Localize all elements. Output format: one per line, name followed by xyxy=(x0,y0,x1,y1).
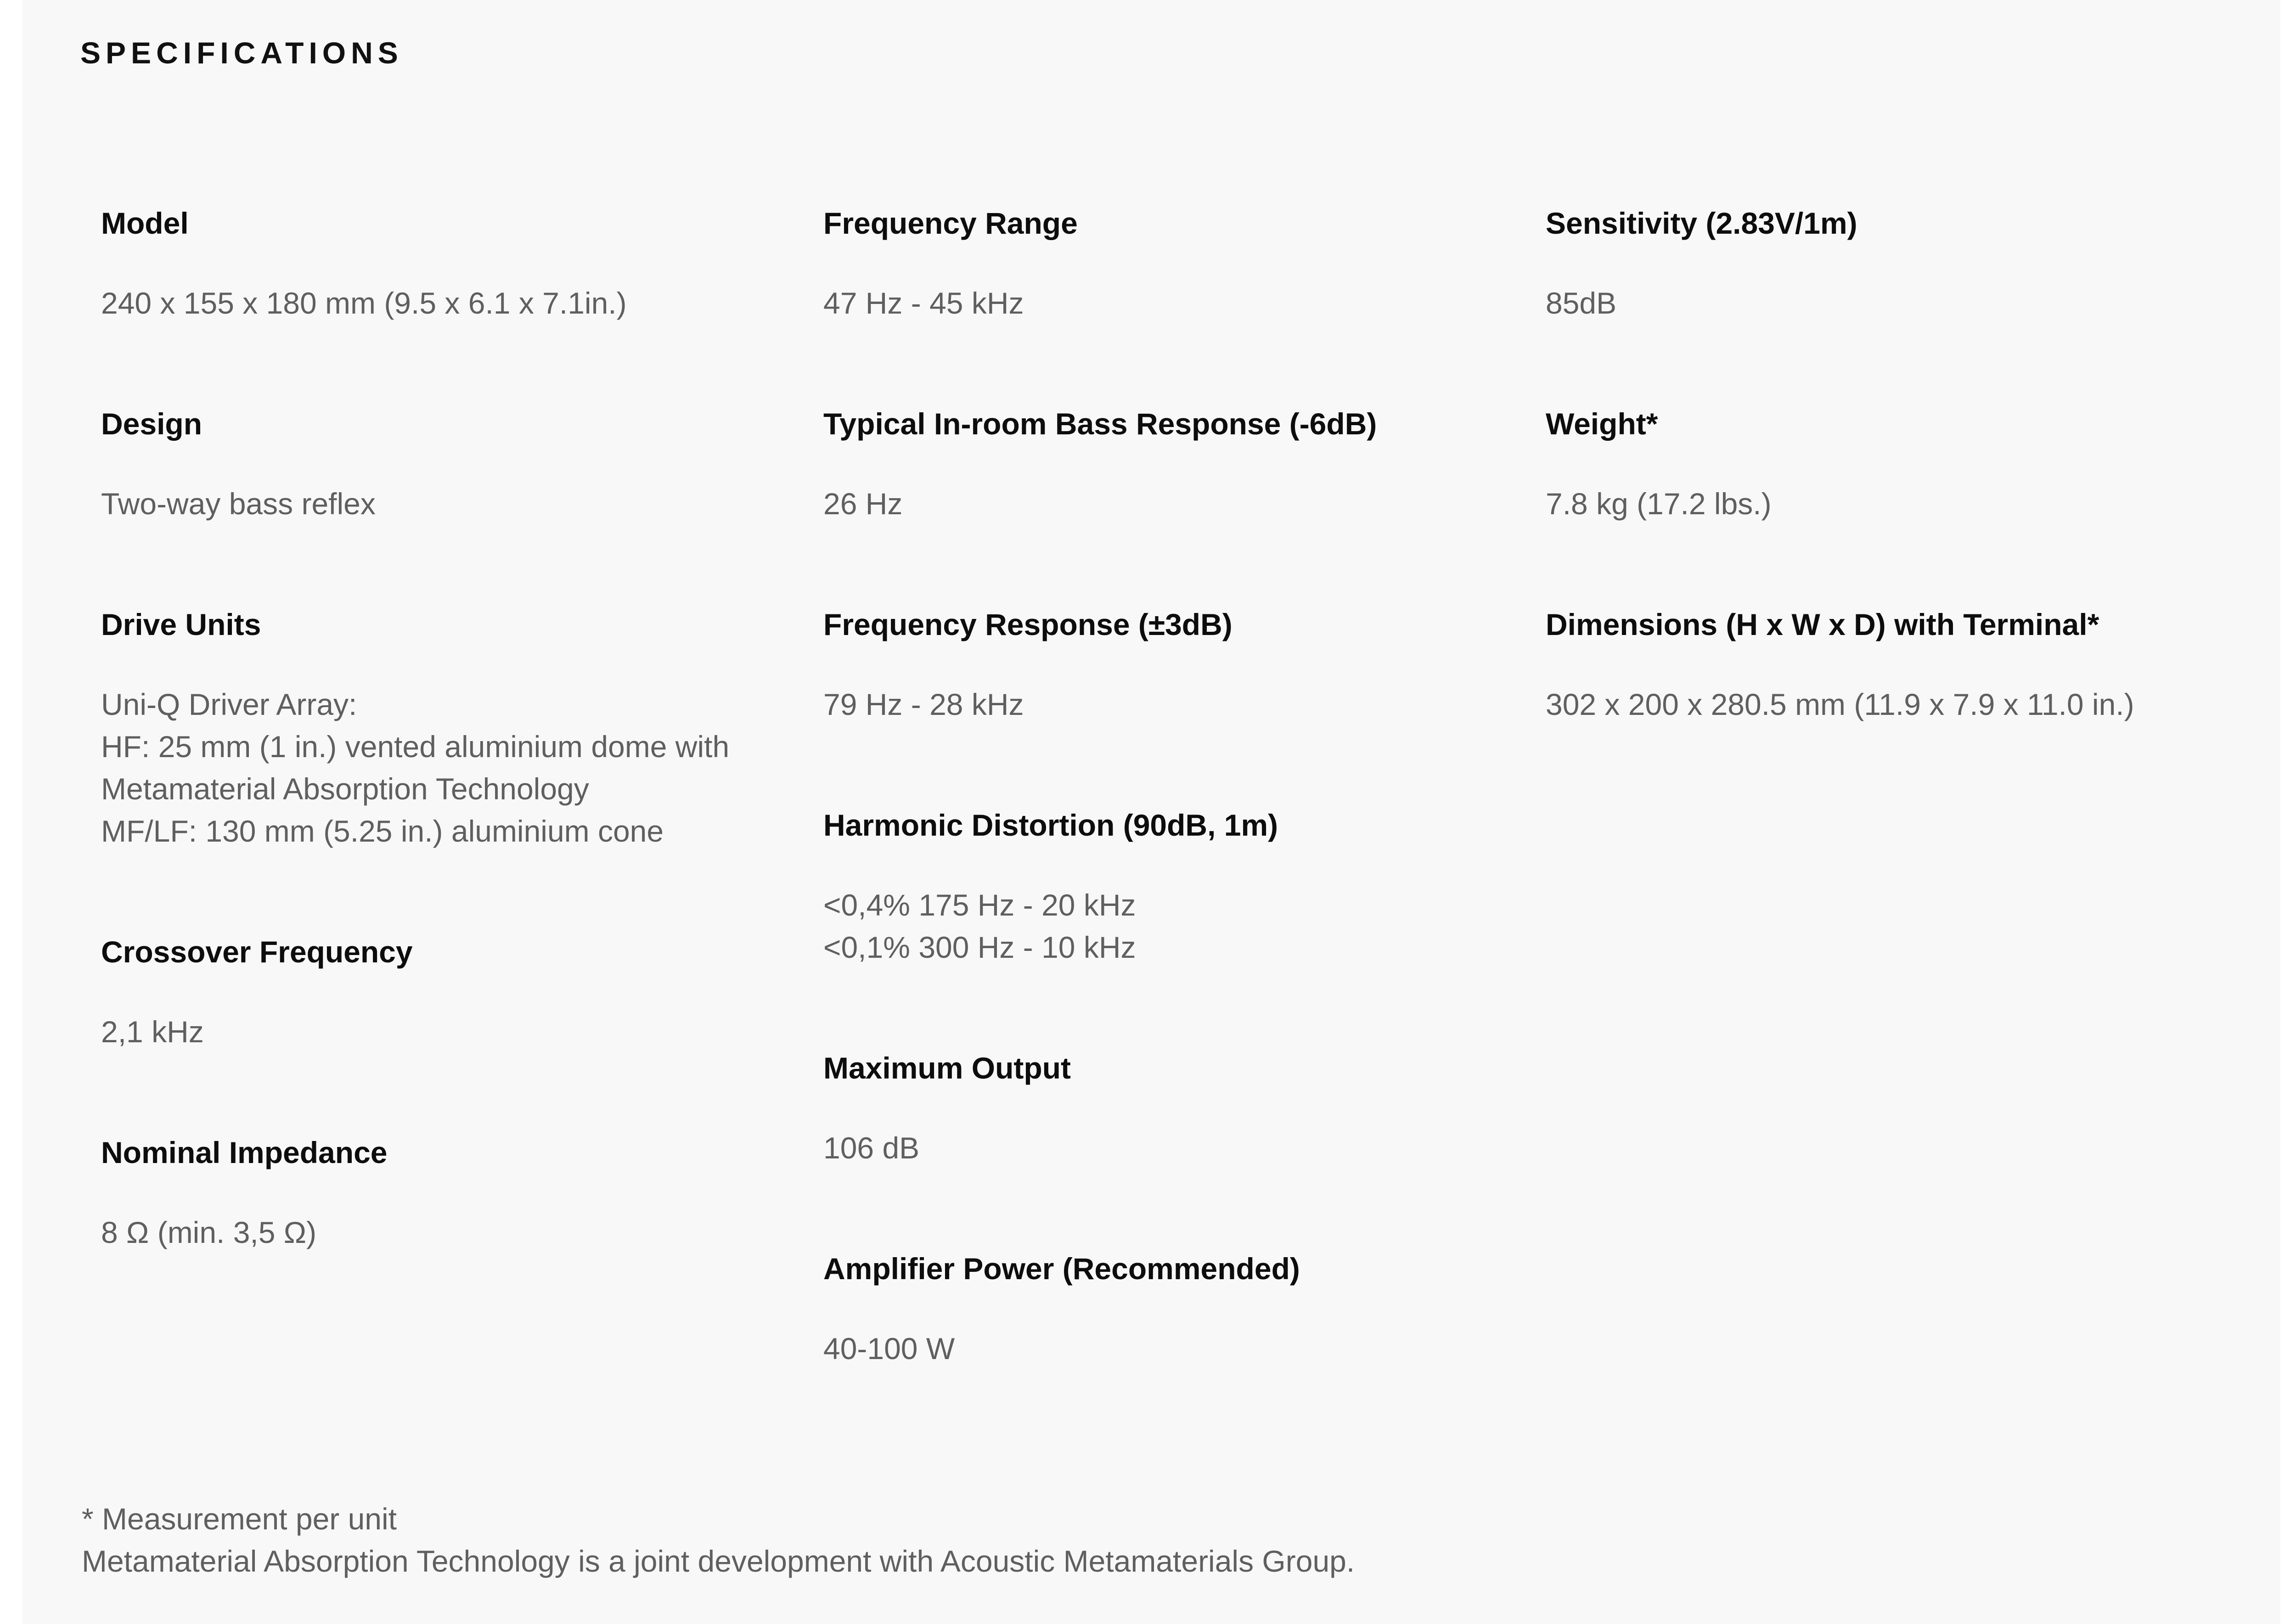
spec-label: Typical In-room Bass Response (-6dB) xyxy=(823,407,1377,441)
spec-column-2 xyxy=(823,202,1503,1448)
spec-value-line: 47 Hz - 45 kHz xyxy=(823,286,1024,320)
spec-value xyxy=(823,1127,1503,1169)
spec-label: Drive Units xyxy=(101,607,261,641)
spec-label: Dimensions (H x W x D) with Terminal* xyxy=(1546,607,2099,641)
spec-value-line: 40-100 W xyxy=(823,1332,955,1366)
spec-label: Sensitivity (2.83V/1m) xyxy=(1546,206,1857,240)
spec-value-line: <0,1% 300 Hz - 10 kHz xyxy=(823,930,1136,964)
spec-item xyxy=(101,931,781,1053)
footnote-metamaterial: Metamaterial Absorption Technology is a joint development with Acoustic Metamaterials Group. xyxy=(82,1544,1355,1578)
spec-item xyxy=(823,603,1503,725)
footnotes xyxy=(82,1498,1355,1582)
specifications-panel xyxy=(22,0,2280,1624)
spec-value xyxy=(101,282,781,324)
spec-value-line: 240 x 155 x 180 mm (9.5 x 6.1 x 7.1in.) xyxy=(101,286,627,320)
spec-value-line: Uni-Q Driver Array: xyxy=(101,687,357,721)
spec-value xyxy=(823,683,1503,725)
spec-value-line: 7.8 kg (17.2 lbs.) xyxy=(1546,487,1772,521)
spec-label: Crossover Frequency xyxy=(101,935,413,969)
spec-value-line: MF/LF: 130 mm (5.25 in.) aluminium cone xyxy=(101,814,664,848)
spec-value-line: Two-way bass reflex xyxy=(101,487,376,521)
spec-label: Model xyxy=(101,206,189,240)
spec-item xyxy=(101,403,781,525)
spec-value-line: 106 dB xyxy=(823,1131,920,1165)
spec-item xyxy=(823,1248,1503,1370)
spec-value xyxy=(101,1211,781,1253)
spec-value xyxy=(1546,282,2234,324)
spec-label: Nominal Impedance xyxy=(101,1135,388,1169)
spec-item xyxy=(823,804,1503,968)
spec-label: Maximum Output xyxy=(823,1051,1071,1085)
spec-value-line: 79 Hz - 28 kHz xyxy=(823,687,1024,721)
spec-label: Frequency Response (±3dB) xyxy=(823,607,1232,641)
spec-value xyxy=(101,1011,781,1053)
spec-value-line: 26 Hz xyxy=(823,487,903,521)
spec-value-line: 85dB xyxy=(1546,286,1617,320)
spec-value xyxy=(823,884,1503,968)
spec-label: Design xyxy=(101,407,203,441)
spec-value-line: 302 x 200 x 280.5 mm (11.9 x 7.9 x 11.0 in.) xyxy=(1546,687,2134,721)
spec-value-line: 2,1 kHz xyxy=(101,1015,204,1049)
spec-column-1 xyxy=(101,202,781,1332)
spec-value xyxy=(101,483,781,525)
spec-item xyxy=(101,1131,781,1253)
spec-value xyxy=(823,1327,1503,1370)
spec-label: Harmonic Distortion (90dB, 1m) xyxy=(823,808,1278,842)
spec-item xyxy=(101,603,781,852)
spec-value xyxy=(1546,683,2234,725)
spec-item xyxy=(1546,202,2234,324)
spec-item xyxy=(101,202,781,324)
spec-label: Frequency Range xyxy=(823,206,1078,240)
section-title: SPECIFICATIONS xyxy=(80,36,403,70)
spec-item xyxy=(1546,603,2234,725)
spec-item xyxy=(1546,403,2234,525)
spec-value-line: Metamaterial Absorption Technology xyxy=(101,772,589,806)
spec-value xyxy=(101,683,781,852)
spec-value-line: HF: 25 mm (1 in.) vented aluminium dome with xyxy=(101,730,730,764)
footnote-measurement: * Measurement per unit xyxy=(82,1502,397,1536)
spec-value-line: 8 Ω (min. 3,5 Ω) xyxy=(101,1215,317,1249)
spec-label: Weight* xyxy=(1546,407,1658,441)
spec-item xyxy=(823,1047,1503,1169)
spec-value xyxy=(823,282,1503,324)
spec-item xyxy=(823,403,1503,525)
spec-value xyxy=(823,483,1503,525)
spec-value-line: <0,4% 175 Hz - 20 kHz xyxy=(823,888,1136,922)
spec-column-3 xyxy=(1546,202,2234,804)
spec-value xyxy=(1546,483,2234,525)
spec-label: Amplifier Power (Recommended) xyxy=(823,1252,1300,1286)
spec-item xyxy=(823,202,1503,324)
